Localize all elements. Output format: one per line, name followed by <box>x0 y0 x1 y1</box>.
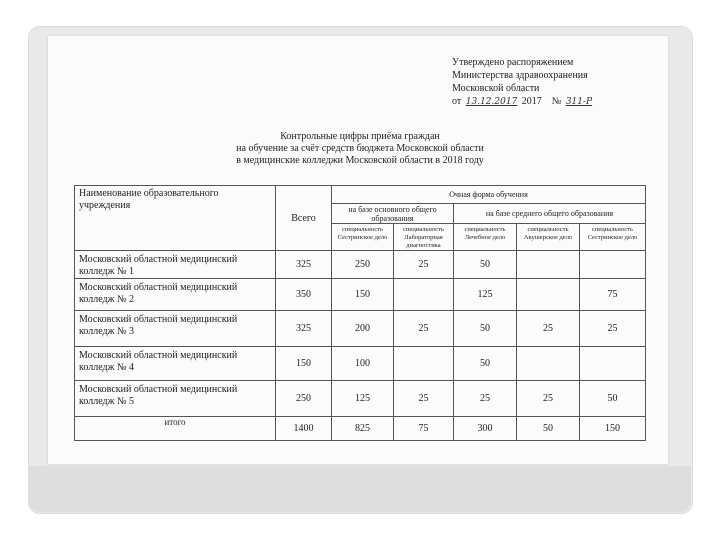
value-cell: 150 <box>332 279 394 311</box>
table-row <box>75 311 646 347</box>
value-cell: 100 <box>332 347 394 381</box>
header-spec: специальность Лабораторная диагностика <box>394 224 454 251</box>
header-basic-education: на базе основного общего образования <box>332 204 454 224</box>
value-cell <box>394 347 454 381</box>
value-cell: 50 <box>580 381 646 417</box>
approval-line-2: Министерства здравоохранения <box>452 70 588 81</box>
approval-date-line <box>452 95 594 109</box>
totals-label: итого <box>75 417 276 441</box>
title-line-1: Контрольные цифры приёма граждан <box>280 131 440 142</box>
header-secondary-education: на базе среднего общего образования <box>454 204 646 224</box>
institution-name: Московский областной медицинский колледж № 5 <box>75 381 276 417</box>
slide-footer-band <box>28 466 691 512</box>
header-total: Всего <box>276 186 332 251</box>
value-cell: 25 <box>517 381 580 417</box>
total-cell: 350 <box>276 279 332 311</box>
total-value-cell: 75 <box>394 417 454 441</box>
value-cell: 50 <box>454 311 517 347</box>
number-prefix: № <box>551 96 562 107</box>
approval-line-3: Московской области <box>452 83 540 94</box>
value-cell <box>517 279 580 311</box>
value-cell: 250 <box>332 251 394 279</box>
total-cell: 325 <box>276 251 332 279</box>
value-cell <box>517 347 580 381</box>
year-text: 2017 <box>521 96 542 107</box>
admission-table <box>74 185 646 441</box>
value-cell: 75 <box>580 279 646 311</box>
date-prefix: от <box>452 96 462 107</box>
institution-name: Московский областной медицинский колледж № 2 <box>75 279 276 311</box>
institution-name: Московский областной медицинский колледж № 1 <box>75 251 276 279</box>
handwritten-date: 13.12.2017 <box>465 97 518 107</box>
table-row <box>75 251 646 279</box>
header-full-time: Очная форма обучения <box>332 186 646 204</box>
total-cell: 250 <box>276 381 332 417</box>
table-header-row-1 <box>75 186 646 204</box>
header-spec: специальность Акушерское дело <box>517 224 580 251</box>
total-cell: 325 <box>276 311 332 347</box>
value-cell: 200 <box>332 311 394 347</box>
total-value-cell: 300 <box>454 417 517 441</box>
value-cell <box>580 347 646 381</box>
grand-total-cell: 1400 <box>276 417 332 441</box>
approval-stamp <box>452 56 594 109</box>
handwritten-number: 311-Р <box>565 97 593 107</box>
title-line-2: на обучение за счёт средств бюджета Московской области <box>236 143 484 154</box>
value-cell: 25 <box>517 311 580 347</box>
value-cell: 125 <box>332 381 394 417</box>
institution-name: Московский областной медицинский колледж № 4 <box>75 347 276 381</box>
total-value-cell: 825 <box>332 417 394 441</box>
table-row <box>75 347 646 381</box>
header-institution: Наименование образовательного учреждения <box>75 186 276 251</box>
title-line-3: в медицинские колледжи Московской области в 2018 году <box>236 155 484 166</box>
value-cell: 25 <box>394 381 454 417</box>
totals-row <box>75 417 646 441</box>
total-value-cell: 150 <box>580 417 646 441</box>
value-cell <box>580 251 646 279</box>
value-cell <box>517 251 580 279</box>
table-row <box>75 279 646 311</box>
value-cell: 25 <box>394 251 454 279</box>
value-cell: 125 <box>454 279 517 311</box>
value-cell: 25 <box>394 311 454 347</box>
total-value-cell: 50 <box>517 417 580 441</box>
value-cell: 50 <box>454 347 517 381</box>
value-cell: 25 <box>454 381 517 417</box>
document-title <box>200 131 520 167</box>
value-cell <box>394 279 454 311</box>
header-spec: специальность Сестринское дело <box>580 224 646 251</box>
approval-line-1: Утверждено распоряжением <box>452 57 574 68</box>
header-spec: специальность Сестринское дело <box>332 224 394 251</box>
institution-name: Московский областной медицинский колледж № 3 <box>75 311 276 347</box>
header-spec: специальность Лечебное дело <box>454 224 517 251</box>
table-row <box>75 381 646 417</box>
total-cell: 150 <box>276 347 332 381</box>
value-cell: 25 <box>580 311 646 347</box>
value-cell: 50 <box>454 251 517 279</box>
